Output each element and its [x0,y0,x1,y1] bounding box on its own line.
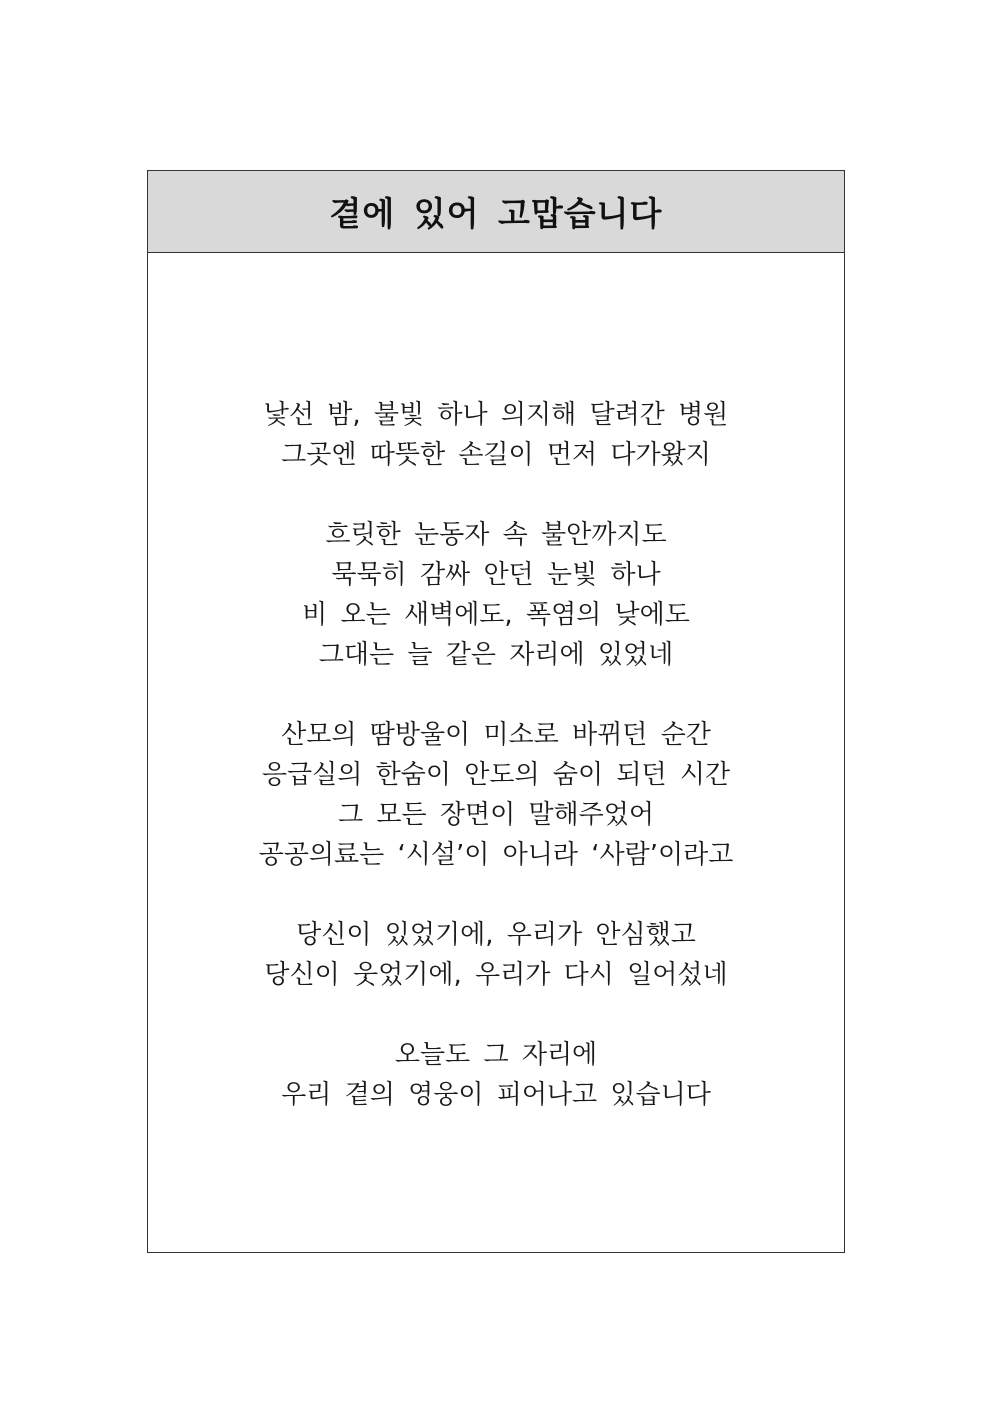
poem-line: 응급실의 한숨이 안도의 숨이 되던 시간 [261,760,731,790]
poem-line: 당신이 있었기에, 우리가 안심했고 [296,920,696,950]
poem-line: 흐릿한 눈동자 속 불안까지도 [325,520,667,550]
poem-card [147,170,845,1253]
poem-line: 그대는 늘 같은 자리에 있었네 [318,640,674,670]
poem-line: 묵묵히 감싸 안던 눈빛 하나 [331,560,661,590]
poem-line: 그 모든 장면이 말해주었어 [337,800,655,830]
poem-line: 비 오는 새벽에도, 폭염의 낮에도 [302,600,690,630]
poem-body [148,395,844,1155]
poem-line: 그곳엔 따뜻한 손길이 먼저 다가왔지 [281,440,711,470]
poem-line: 오늘도 그 자리에 [394,1040,598,1070]
poem-line: 당신이 웃었기에, 우리가 다시 일어섰네 [264,960,728,990]
stanza-1 [148,395,844,475]
stanza-3 [148,715,844,875]
stanza-2 [148,515,844,675]
stanza-4 [148,915,844,995]
poem-line: 산모의 땀방울이 미소로 바뀌던 순간 [281,720,711,750]
poem-line: 공공의료는 ‘시설’이 아니라 ‘사람’이라고 [258,840,734,870]
title-bar [148,171,844,253]
poem-line: 우리 곁의 영웅이 피어나고 있습니다 [281,1080,711,1110]
poem-line: 낯선 밤, 불빛 하나 의지해 달려간 병원 [263,400,729,430]
stanza-5 [148,1035,844,1115]
poem-title: 곁에 있어 고맙습니다 [329,194,663,233]
